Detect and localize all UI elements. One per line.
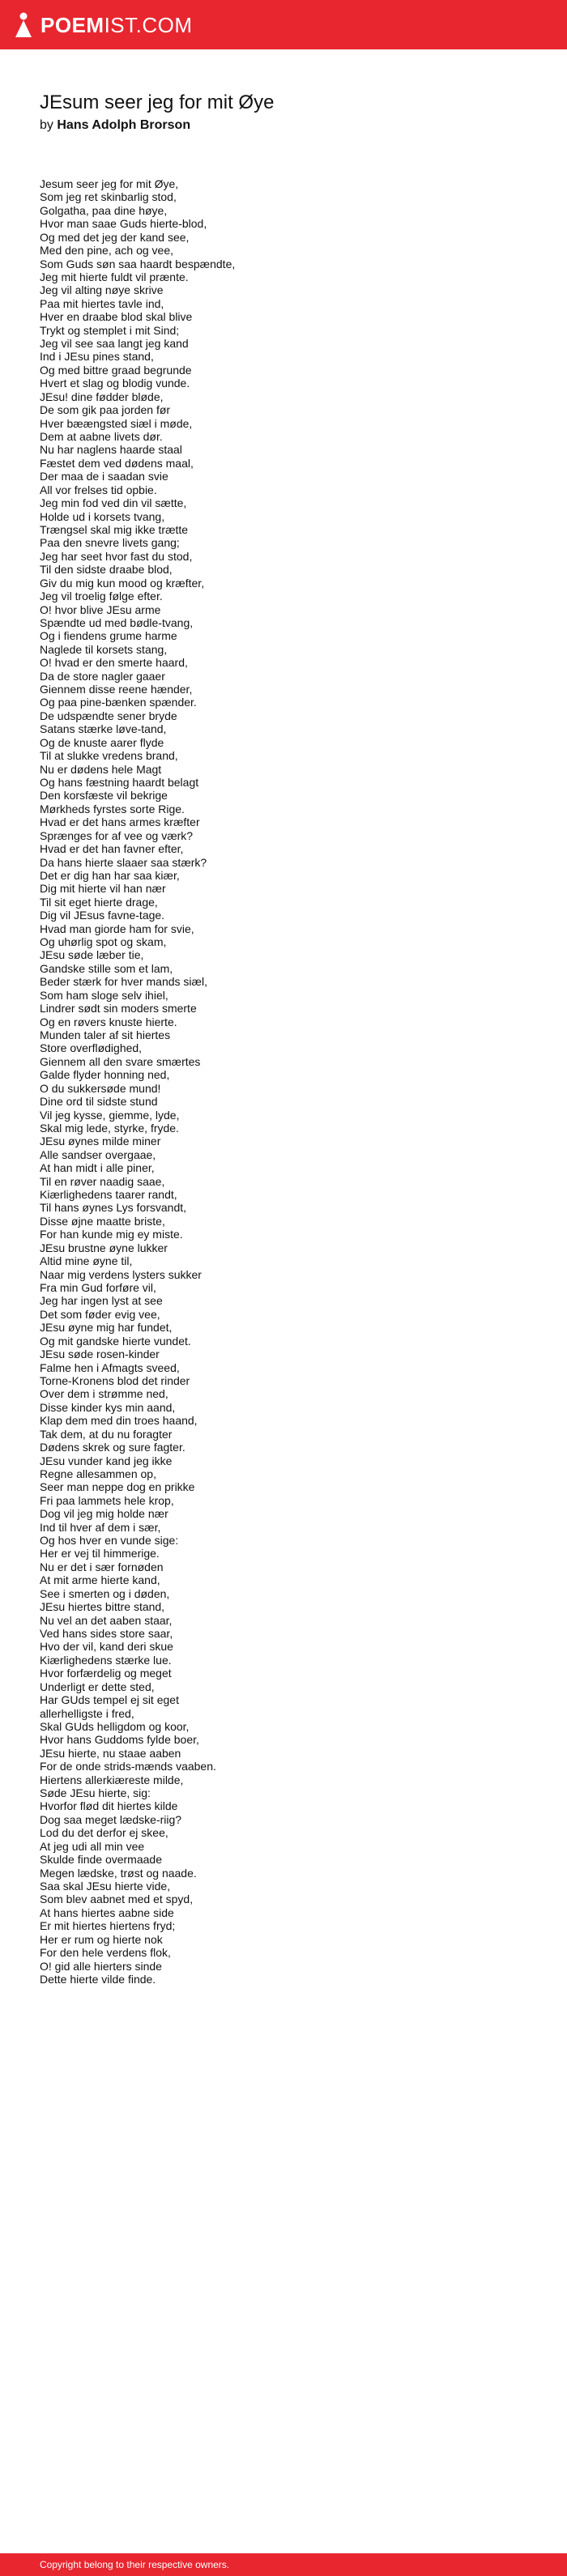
poem-line: Hvad er det han favner efter, [40,842,184,856]
poem-title: JEsum seer jeg for mit Øye [40,92,275,113]
site-name-light: IST.COM [104,13,193,37]
poem-line: At hans hiertes aabne side [40,1905,174,1919]
site-logo[interactable] [15,11,193,39]
poem-line: De som gik paa jorden før [40,403,171,417]
poem-line: Lod du det derfor ej skee, [40,1826,168,1840]
poem-line: Dog vil jeg mig holde nær [40,1507,168,1521]
poem-body [40,177,542,1986]
poem-line: Torne-Kronens blod det rinder [40,1373,190,1387]
poem-line: Her er vej til himmerige. [40,1547,160,1561]
poem-line: Falme hen i Afmagts sveed, [40,1360,180,1374]
poem-line: Giv du mig kun mood og kræfter, [40,576,205,590]
poem-line: Megen lædske, trøst og naade. [40,1866,197,1880]
poem-line: Holde ud i korsets tvang, [40,509,165,523]
poem-line: Og en røvers knuste hierte. [40,1015,177,1028]
poem-line: Det som føder evig vee, [40,1307,160,1321]
poem-line: Nu har naglens haarde staal [40,443,182,457]
poem-line: Fæstet dem ved dødens maal, [40,456,194,470]
poem-line: Til den sidste draabe blod, [40,563,173,577]
poem-line: Nu er dødens hele Magt [40,762,162,776]
poem-line: See i smerten og i døden, [40,1586,170,1600]
poem-line: Som jeg ret skinbarlig stod, [40,190,177,204]
poem-line: Hvad er det hans armes kræfter [40,815,200,829]
poem-line: Dog saa meget lædske-riig? [40,1812,182,1826]
poem-line: Den korsfæste vil bekrige [40,789,168,803]
poem-line: Og de knuste aarer flyde [40,735,164,749]
poem-line: Spændte ud med bødle-tvang, [40,615,194,629]
poem-line: Og med bittre graad begrunde [40,363,192,377]
poem-line: Jeg min fod ved din vil sætte, [40,496,187,510]
site-header [0,0,567,49]
poem-line: Til sit eget hierte drage, [40,895,158,909]
poem-line: Giennem all den svare smærtes [40,1054,201,1068]
poem-line: JEsu brustne øyne lukker [40,1241,168,1254]
poem-line: At jeg udi all min vee [40,1839,145,1853]
poem-line: Da hans hierte slaaer saa stærk? [40,855,207,869]
poem-line: For han kunde mig ey miste. [40,1228,183,1241]
poem-line: Fra min Gud forføre vil, [40,1281,156,1295]
poem-line: Dem at aabne livets dør. [40,430,163,444]
poem-line: Som Guds søn saa haardt bespændte, [40,257,236,270]
poem-line: JEsu vunder kand jeg ikke [40,1454,173,1467]
poem-line: Seer man neppe dog en prikke [40,1480,195,1494]
poem-line: Og hans fæstning haardt belagt [40,775,199,789]
poem-line: Hver en draabe blod skal blive [40,310,193,324]
poem-line: Alle sandser overgaae, [40,1147,156,1161]
poem-line: JEsu øynes milde miner [40,1135,161,1148]
poem-line: JEsu øyne mig har fundet, [40,1321,173,1335]
poem-line: O du sukkersøde mund! [40,1081,161,1095]
poem-line: For de onde strids-mænds vaaben. [40,1760,216,1773]
site-name [40,11,193,39]
poem-byline [40,117,190,134]
poem-line: Munden taler af sit hiertes [40,1028,171,1041]
poem-line: Jeg vil troelig følge efter. [40,590,163,603]
poem-line: Golgatha, paa dine høye, [40,203,168,217]
poem-line: Jeg vil alting nøye skrive [40,283,164,297]
poem-line: Skal GUds helligdom og koor, [40,1719,190,1733]
poem-line: Og uhørlig spot og skam, [40,935,167,949]
poem-line: All vor frelses tid opbie. [40,483,157,496]
poem-line: Da de store nagler gaaer [40,669,165,683]
poem-line: Skulde finde overmaade [40,1853,162,1867]
poem-line: JEsu søde læber tie, [40,948,144,962]
poem-line: At han midt i alle piner, [40,1161,155,1175]
poem-line: Giennem disse reene hænder, [40,683,193,696]
poem-line: Til at slukke vredens brand, [40,749,178,763]
byline-prefix: by [40,118,53,132]
poem-line: Paa mit hiertes tavle ind, [40,296,164,310]
poem-line: O! gid alle hierters sinde [40,1959,162,1973]
poem-line: Galde flyder honning ned, [40,1068,170,1082]
site-footer [0,2553,567,2576]
poem-line: Underligt er dette sted, [40,1680,155,1693]
poem-line: Hvor hans Guddoms fylde boer, [40,1733,199,1747]
poem-line: Hvad man giorde ham for svie, [40,922,194,935]
poemist-logo-icon [15,11,32,39]
poem-line: Ved hans sides store saar, [40,1626,173,1640]
poem-line: O! hvad er den smerte haard, [40,656,188,670]
poem-line: Med den pine, ach og vee, [40,244,174,258]
poem-line: Jesum seer jeg for mit Øye, [40,177,179,190]
poem-line: Hver bæængsted siæl i møde, [40,416,193,430]
poem-line: Hvorfor flød dit hiertes kilde [40,1799,178,1813]
poem-line: Kiærlighedens stærke lue. [40,1653,172,1667]
poem-line: Hvor man saae Guds hierte-blod, [40,217,207,231]
poem-line: Gandske stille som et lam, [40,961,173,975]
poem-line: Naglede til korsets stang, [40,642,168,656]
poem-line: Trykt og stemplet i mit Sind; [40,323,180,337]
poem-line: Og i fiendens grume harme [40,629,177,643]
poem-line: Og med det jeg der kand see, [40,230,190,244]
poem-line: At mit arme hierte kand, [40,1573,160,1587]
poem-line: Dødens skrek og sure fagter. [40,1441,185,1454]
poem-line: Disse øjne maatte briste, [40,1214,165,1228]
poem-line: Jeg vil see saa langt jeg kand [40,337,189,351]
poem-line: Naar mig verdens lysters sukker [40,1267,202,1281]
site-name-bold: POEM [40,13,104,37]
poem-line: Saa skal JEsu hierte vide, [40,1880,171,1893]
poem-line: Der maa de i saadan svie [40,470,168,483]
poem-line: JEsu søde rosen-kinder [40,1348,160,1361]
poem-line: Som blev aabnet med et spyd, [40,1893,194,1906]
poem-line: Og paa pine-bænken spænder. [40,696,197,709]
poem-line: Tak dem, at du nu foragter [40,1427,173,1441]
poem-line: Fri paa lammets hele krop, [40,1493,174,1507]
poem-line: Dine ord til sidste stund [40,1095,158,1109]
poem-line: Til en røver naadig saae, [40,1174,165,1188]
poem-line: Mørkheds fyrstes sorte Rige. [40,802,185,815]
poem-line: JEsu hiertes bittre stand, [40,1600,165,1614]
poem-line: Dig vil JEsus favne-tage. [40,909,165,922]
poem-line: Jeg mit hierte fuldt vil prænte. [40,270,189,283]
poem-line: Hvo der vil, kand deri skue [40,1640,173,1654]
poem-line: Over dem i strømme ned, [40,1387,168,1401]
poem-line: JEsu! dine fødder bløde, [40,390,164,403]
poem-line: Klap dem med din troes haand, [40,1414,198,1428]
poem-line: Søde JEsu hierte, sig: [40,1786,151,1800]
poem-line: Vil jeg kysse, giemme, lyde, [40,1108,180,1122]
poem-line: O! hvor blive JEsu arme [40,602,161,616]
poem-line: De udspændte sener bryde [40,709,177,722]
poem-line: JEsu hierte, nu staae aaben [40,1746,181,1760]
poem-line: For den hele verdens flok, [40,1946,171,1960]
poem-line: Store overflødighed, [40,1041,143,1055]
poem-line: Som ham sloge selv ihiel, [40,988,168,1002]
poem-line: Jeg har ingen lyst at see [40,1294,163,1308]
poem-line: Ind i JEsu pines stand, [40,350,154,364]
poem-line: Har GUds tempel ej sit eget [40,1693,179,1707]
poem-line: Nu vel an det aaben staar, [40,1613,173,1627]
poem-line: Er mit hiertes hiertens fryd; [40,1919,176,1933]
poem-line: Dette hierte vilde finde. [40,1972,156,1986]
poem-line: Beder stærk for hver mands siæl, [40,975,207,989]
poem-line: Disse kinder kys min aand, [40,1400,176,1414]
poem-line: Nu er det i sær fornøden [40,1560,164,1573]
poem-line: Sprænges for af vee og værk? [40,828,194,842]
poem-line: Trængsel skal mig ikke trætte [40,522,189,536]
poem-line: Til hans øynes Lys forsvandt, [40,1201,187,1215]
poem-line: Hvor forfærdelig og meget [40,1667,172,1680]
poem-line: Jeg har seet hvor fast du stod, [40,549,193,563]
poem-line: Kiærlighedens taarer randt, [40,1188,177,1202]
poem-line: Og mit gandske hierte vundet. [40,1334,191,1348]
poem-line: Altid mine øyne til, [40,1254,133,1268]
poem-line: Dig mit hierte vil han nær [40,882,166,896]
poem-line: Lindrer sødt sin moders smerte [40,1002,197,1015]
poem-line: Her er rum og hierte nok [40,1932,163,1946]
poem-line: Og hos hver en vunde sige: [40,1534,179,1548]
poem-line: Det er dig han har saa kiær, [40,868,180,882]
poem-line: Satans stærke løve-tand, [40,722,167,736]
poem-line: Ind til hver af dem i sær, [40,1520,161,1534]
poem-line: Skal mig lede, styrke, fryde. [40,1121,179,1135]
poem-line: Regne allesammen op, [40,1467,156,1480]
copyright-text: Copyright belong to their respective owners. [40,2559,230,2570]
poem-line: Paa den snevre livets gang; [40,536,180,550]
poem-line: allerhelligste i fred, [40,1706,134,1720]
author-link[interactable]: Hans Adolph Brorson [57,118,191,132]
poem-line: Hiertens allerkiæreste milde, [40,1773,184,1786]
poem-line: Hvert et slag og blodig vunde. [40,377,190,390]
